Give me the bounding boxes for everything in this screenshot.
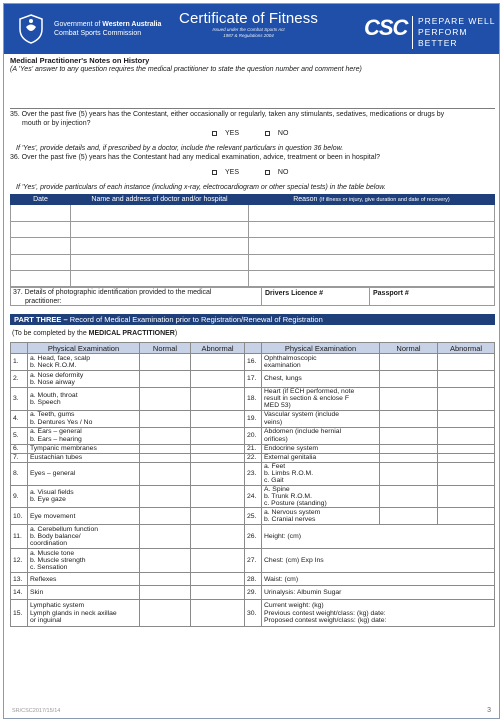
- examination-table: [10, 342, 495, 627]
- abnormal-cell[interactable]: [438, 462, 495, 485]
- col-abnormal-left: Abnormal: [191, 343, 245, 354]
- q35-yes-label: YES: [225, 130, 240, 137]
- form-code: SR/CSC2017/15/14: [12, 708, 61, 714]
- passport-label: Passport #: [373, 290, 409, 297]
- normal-cell[interactable]: [140, 525, 191, 549]
- exam-item-line: a. Visual fields: [30, 489, 74, 497]
- exam-item-line: Height: (cm): [264, 533, 302, 541]
- exam-item-line: Waist: (cm): [264, 575, 299, 583]
- history-table: [10, 194, 495, 288]
- exam-item-label: [262, 508, 380, 525]
- exam-item-line: External genitalia: [264, 454, 317, 461]
- part-three-label: PART THREE –: [14, 315, 68, 324]
- abnormal-cell[interactable]: [191, 573, 245, 586]
- page-number: 3: [487, 707, 491, 714]
- question-35: [10, 111, 495, 128]
- abnormal-cell[interactable]: [438, 427, 495, 444]
- abnormal-cell[interactable]: [438, 354, 495, 371]
- q36-yes-label: YES: [225, 169, 240, 176]
- table-row: [11, 238, 495, 255]
- note-prefix: (To be completed by the: [12, 330, 89, 337]
- table-row: [11, 586, 495, 600]
- abnormal-cell[interactable]: [438, 485, 495, 508]
- exam-item-number: 2.: [11, 371, 28, 388]
- exam-item-line: a. Head, face, scalp: [30, 354, 91, 362]
- exam-item-line: coordination: [30, 540, 68, 548]
- certificate-title-block: [176, 10, 321, 39]
- table-row: [11, 271, 495, 288]
- exam-item-line: A. Spine: [264, 485, 290, 493]
- abnormal-cell[interactable]: [191, 427, 245, 444]
- exam-item-line: orifices): [264, 435, 288, 443]
- exam-item-number: 9.: [11, 485, 28, 508]
- exam-item-line: Endocrine system: [264, 445, 319, 452]
- normal-cell[interactable]: [380, 485, 438, 508]
- col-reason: [249, 195, 495, 205]
- exam-item-number: 29.: [245, 586, 262, 600]
- question-37-line-1: 37. Details of photographic identification provided to the medical: [13, 289, 212, 296]
- col-normal-left: Normal: [140, 343, 191, 354]
- exam-item-line: Proposed contest weigh/class: (kg) date:: [264, 616, 387, 624]
- exam-item-line: b. Limbs R.O.M.: [264, 470, 314, 477]
- normal-cell[interactable]: [140, 549, 191, 573]
- exam-item-number: 3.: [11, 388, 28, 411]
- normal-cell[interactable]: [140, 573, 191, 586]
- exam-item-number: 14.: [11, 586, 28, 600]
- exam-item-number: 4.: [11, 410, 28, 427]
- divider: [10, 108, 495, 109]
- abnormal-cell[interactable]: [438, 508, 495, 525]
- exam-item-label: [262, 573, 495, 586]
- exam-item-number: 15.: [11, 600, 28, 627]
- exam-item-label: [28, 508, 140, 525]
- abnormal-cell[interactable]: [191, 444, 245, 453]
- tagline-line-1: PREPARE WELL: [418, 16, 496, 26]
- abnormal-cell[interactable]: [191, 371, 245, 388]
- abnormal-cell[interactable]: [191, 525, 245, 549]
- exam-item-line: Ophthalmoscopic: [264, 354, 317, 362]
- exam-item-line: b. Nose airway: [30, 379, 75, 386]
- tagline-line-2: PERFORM BETTER: [418, 27, 468, 48]
- normal-cell[interactable]: [380, 354, 438, 371]
- col-reason-label: Reason: [293, 196, 318, 203]
- exam-item-label: [28, 586, 140, 600]
- exam-item-number: 12.: [11, 549, 28, 573]
- q36-followup: If 'Yes', provide particulars of each instance (including x-ray, electrocardiogram or other special tests) in the table below.: [16, 184, 386, 191]
- col-reason-note: (If illness or injury, give duration and date of recovery): [319, 197, 450, 203]
- exam-item-label: [262, 427, 380, 444]
- exam-item-line: MED 53): [264, 402, 291, 410]
- gov-prefix: Government of: [54, 21, 103, 28]
- exam-item-line: Eyes – general: [30, 470, 76, 477]
- exam-item-number: 17.: [245, 371, 262, 388]
- exam-item-line: b. Body balance/: [30, 533, 81, 541]
- gov-state: Western Australia: [102, 21, 162, 28]
- exam-item-line: c. Posture (standing): [264, 500, 327, 508]
- normal-cell[interactable]: [140, 453, 191, 462]
- exam-item-label: [28, 444, 140, 453]
- exam-item-number: 30.: [245, 600, 262, 627]
- abnormal-cell[interactable]: [191, 600, 245, 627]
- normal-cell[interactable]: [140, 410, 191, 427]
- table-row: [11, 453, 495, 462]
- title-subtitle-2: 1987 & Regulations 2004: [223, 33, 274, 38]
- exam-item-line: a. Nose deformity: [30, 371, 84, 379]
- abnormal-cell[interactable]: [191, 453, 245, 462]
- table-row: [11, 221, 495, 238]
- exam-item-line: result in section & enclose F: [264, 395, 350, 403]
- exam-item-number: 10.: [11, 508, 28, 525]
- exam-item-label: [28, 549, 140, 573]
- q35-followup: If 'Yes', provide details and, if prescribed by a doctor, include the relevant particulars in question 36 below.: [16, 145, 344, 152]
- normal-cell[interactable]: [140, 371, 191, 388]
- exam-item-line: Lymphatic system: [30, 602, 85, 610]
- abnormal-cell[interactable]: [191, 354, 245, 371]
- table-row: [11, 600, 495, 627]
- exam-item-line: Abdomen (include hernial: [264, 428, 342, 436]
- exam-item-line: Previous contest weight/class: (kg) date:: [264, 609, 386, 617]
- normal-cell[interactable]: [380, 410, 438, 427]
- q36-no-checkbox[interactable]: [265, 170, 270, 175]
- exam-item-label: [262, 371, 380, 388]
- exam-item-line: Reflexes: [30, 575, 57, 583]
- table-row: [11, 462, 495, 485]
- exam-item-line: a. Feet: [264, 462, 286, 470]
- normal-cell[interactable]: [380, 508, 438, 525]
- exam-item-line: b. Dentures Yes / No: [30, 418, 93, 426]
- normal-cell[interactable]: [140, 444, 191, 453]
- part-three-note: [12, 330, 177, 339]
- exam-item-label: [262, 462, 380, 485]
- normal-cell[interactable]: [380, 388, 438, 411]
- normal-cell[interactable]: [140, 427, 191, 444]
- abnormal-cell[interactable]: [191, 410, 245, 427]
- table-row: [11, 573, 495, 586]
- abnormal-cell[interactable]: [191, 508, 245, 525]
- exam-item-line: veins): [264, 418, 283, 426]
- exam-item-number: 22.: [245, 453, 262, 462]
- certificate-page: [3, 3, 500, 719]
- exam-item-label: [28, 485, 140, 508]
- exam-item-line: Lymph glands in neck axillae: [30, 609, 117, 617]
- exam-item-number: 26.: [245, 525, 262, 549]
- question-36: 36. Over the past five (5) years has the Contestant had any medical examination, advice, treatment or been in hospital?: [10, 154, 381, 161]
- col-date: Date: [11, 195, 71, 205]
- exam-item-number: 19.: [245, 410, 262, 427]
- table-row: [11, 444, 495, 453]
- normal-cell[interactable]: [380, 462, 438, 485]
- exam-item-line: Tympanic membranes: [30, 445, 97, 452]
- exam-item-number: 16.: [245, 354, 262, 371]
- table-row: [11, 427, 495, 444]
- exam-item-line: Chest: (cm) Exp Ins: [264, 557, 324, 565]
- title-subtitle-1: Issued under the Combat Sports Act: [212, 27, 285, 32]
- csc-logo: CSC: [364, 15, 408, 40]
- exam-item-number: 7.: [11, 453, 28, 462]
- exam-item-label: [262, 453, 380, 462]
- q35-no-label: NO: [277, 130, 289, 137]
- table-row: [11, 354, 495, 371]
- notes-instruction: (A 'Yes' answer to any question requires the medical practitioner to state the question number and comment here): [10, 66, 362, 73]
- exam-item-label: [28, 600, 140, 627]
- normal-cell[interactable]: [380, 427, 438, 444]
- exam-item-line: a. Teeth, gums: [30, 411, 75, 419]
- exam-item-label: [28, 427, 140, 444]
- table-row: [11, 205, 495, 222]
- exam-item-number: 8.: [11, 462, 28, 485]
- exam-item-number: 13.: [11, 573, 28, 586]
- gov-commission: Combat Sports Commission: [54, 30, 142, 37]
- part-three-header: [10, 314, 495, 325]
- q35-yes-checkbox[interactable]: [212, 131, 217, 136]
- normal-cell[interactable]: [140, 508, 191, 525]
- exam-item-number: 6.: [11, 444, 28, 453]
- abnormal-cell[interactable]: [438, 444, 495, 453]
- q35-no-checkbox[interactable]: [265, 131, 270, 136]
- col-abnormal-right: Abnormal: [438, 343, 495, 354]
- exam-item-label: [28, 388, 140, 411]
- exam-item-line: a. Muscle tone: [30, 549, 75, 557]
- abnormal-cell[interactable]: [191, 586, 245, 600]
- exam-item-line: Current weight: (kg): [264, 602, 324, 610]
- abnormal-cell[interactable]: [191, 462, 245, 485]
- exam-item-label: [262, 354, 380, 371]
- question-37: [10, 286, 495, 306]
- tagline: [412, 16, 499, 49]
- table-row: [11, 549, 495, 573]
- part-three-title: Record of Medical Examination prior to Registration/Renewal of Registration: [67, 315, 323, 324]
- normal-cell[interactable]: [380, 453, 438, 462]
- exam-item-number: 1.: [11, 354, 28, 371]
- wa-crest-icon: [14, 12, 48, 46]
- normal-cell[interactable]: [140, 485, 191, 508]
- question-35-text-2: mouth or by injection?: [22, 119, 91, 127]
- exam-item-line: a. Mouth, throat: [30, 391, 78, 399]
- exam-item-line: b. Speech: [30, 398, 61, 406]
- abnormal-cell[interactable]: [191, 485, 245, 508]
- exam-item-number: 25.: [245, 508, 262, 525]
- exam-item-label: [28, 354, 140, 371]
- question-37-line-2: practitioner:: [25, 297, 62, 305]
- exam-item-label: [28, 573, 140, 586]
- exam-item-line: Eye movement: [30, 512, 76, 520]
- exam-item-label: [262, 525, 495, 549]
- page-header: [4, 4, 499, 54]
- exam-item-line: b. Trunk R.O.M.: [264, 492, 312, 500]
- exam-item-number: 5.: [11, 427, 28, 444]
- exam-item-line: b. Neck R.O.M.: [30, 362, 77, 369]
- exam-item-line: a. Nervous system: [264, 509, 321, 517]
- exam-item-number: 11.: [11, 525, 28, 549]
- exam-item-line: Urinalysis: Albumin Sugar: [264, 589, 342, 597]
- exam-item-label: [262, 549, 495, 573]
- exam-item-label: [262, 388, 380, 411]
- abnormal-cell[interactable]: [438, 453, 495, 462]
- abnormal-cell[interactable]: [191, 388, 245, 411]
- exam-item-line: Skin: [30, 589, 44, 597]
- exam-item-line: b. Eye gaze: [30, 496, 66, 504]
- table-row: [11, 388, 495, 411]
- exam-item-number: 18.: [245, 388, 262, 411]
- exam-item-line: a. Ears – general: [30, 428, 82, 436]
- exam-item-label: [28, 462, 140, 485]
- exam-item-label: [28, 371, 140, 388]
- normal-cell[interactable]: [380, 444, 438, 453]
- exam-item-label: [262, 485, 380, 508]
- exam-item-line: a. Cerebellum function: [30, 525, 99, 533]
- exam-item-number: 28.: [245, 573, 262, 586]
- exam-item-label: [262, 444, 380, 453]
- table-row: [11, 508, 495, 525]
- table-row: [11, 485, 495, 508]
- col-physical-right: Physical Examination: [262, 343, 380, 354]
- note-bold: MEDICAL PRACTITIONER: [88, 330, 175, 337]
- exam-item-label: [28, 525, 140, 549]
- col-normal-right: Normal: [380, 343, 438, 354]
- exam-item-line: b. Muscle strength: [30, 557, 86, 565]
- abnormal-cell[interactable]: [438, 371, 495, 388]
- abnormal-cell[interactable]: [438, 388, 495, 411]
- normal-cell[interactable]: [140, 388, 191, 411]
- exam-item-line: Vascular system (include: [264, 411, 340, 419]
- exam-item-line: Eustachian tubes: [30, 454, 83, 461]
- normal-cell[interactable]: [140, 600, 191, 627]
- exam-item-label: [28, 410, 140, 427]
- drivers-licence-label: Drivers Licence #: [265, 290, 323, 297]
- exam-item-number: 24.: [245, 485, 262, 508]
- q36-no-label: NO: [277, 169, 289, 176]
- government-text: [54, 20, 174, 38]
- exam-item-line: b. Cranial nerves: [264, 516, 316, 524]
- exam-item-line: Chest, lungs: [264, 375, 302, 383]
- normal-cell[interactable]: [140, 462, 191, 485]
- q36-options: [212, 169, 288, 176]
- q36-yes-checkbox[interactable]: [212, 170, 217, 175]
- exam-item-label: [28, 453, 140, 462]
- exam-item-line: Heart (if ECH performed, note: [264, 388, 355, 395]
- question-35-text: 35. Over the past five (5) years has the Contestant, either occasionally or regularly, taken any stimulants, sedatives, medications or drugs by: [10, 111, 445, 118]
- col-doctor: Name and address of doctor and/or hospital: [71, 195, 249, 205]
- exam-item-number: 27.: [245, 549, 262, 573]
- exam-item-number: 20.: [245, 427, 262, 444]
- exam-item-line: c. Gait: [264, 477, 284, 485]
- normal-cell[interactable]: [140, 354, 191, 371]
- table-row: [11, 525, 495, 549]
- exam-item-line: c. Sensation: [30, 564, 68, 572]
- table-row: [11, 254, 495, 271]
- exam-item-number: 21.: [245, 444, 262, 453]
- col-physical-left: Physical Examination: [28, 343, 140, 354]
- abnormal-cell[interactable]: [438, 410, 495, 427]
- exam-item-label: [262, 586, 495, 600]
- exam-item-label: [262, 600, 495, 627]
- note-suffix: ): [174, 330, 178, 337]
- table-row: [11, 410, 495, 427]
- notes-comment-area[interactable]: [10, 76, 495, 108]
- notes-heading: Medical Practitioner's Notes on History: [10, 56, 150, 65]
- exam-item-line: examination: [264, 362, 301, 369]
- normal-cell[interactable]: [380, 371, 438, 388]
- table-row: [11, 371, 495, 388]
- normal-cell[interactable]: [140, 586, 191, 600]
- exam-item-line: or inguinal: [30, 616, 62, 624]
- question-37-text: [13, 289, 253, 306]
- abnormal-cell[interactable]: [191, 549, 245, 573]
- page-title: Certificate of Fitness: [179, 10, 318, 27]
- exam-item-number: 23.: [245, 462, 262, 485]
- exam-item-line: b. Ears – hearing: [30, 435, 82, 443]
- exam-item-label: [262, 410, 380, 427]
- q35-options: [212, 130, 288, 137]
